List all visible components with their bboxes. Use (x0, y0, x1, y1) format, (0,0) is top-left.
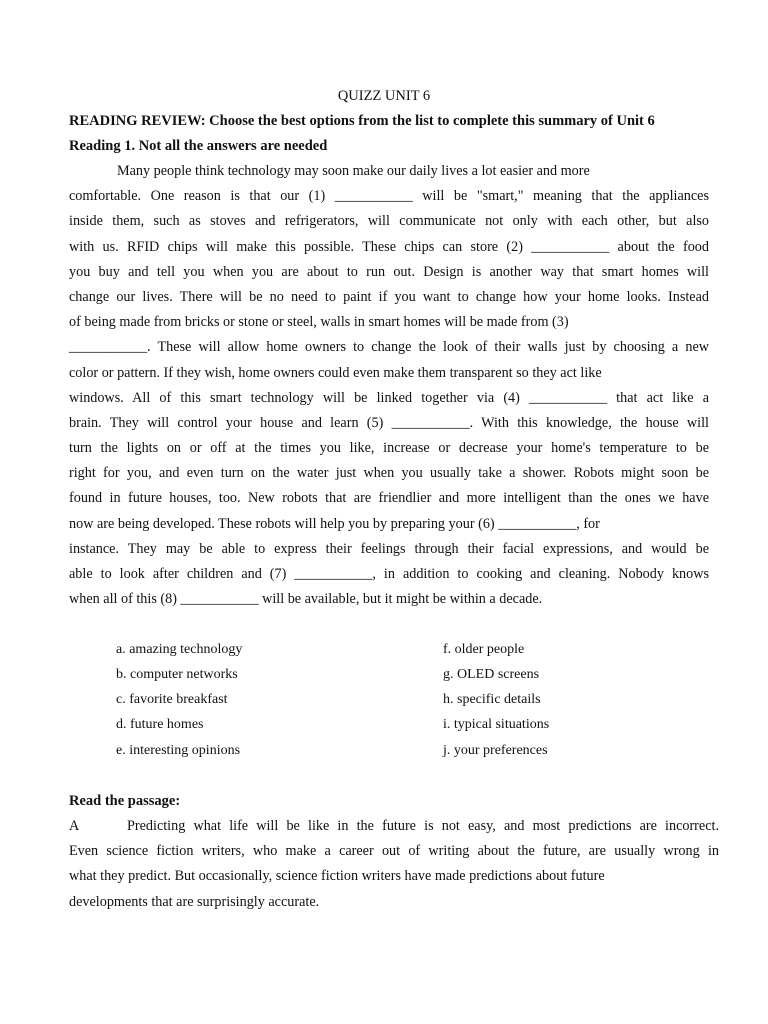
passage-line: with us. RFID chips will make this possible. These chips can store (2) ___________ about the food (69, 238, 709, 255)
reading1-heading: Reading 1. Not all the answers are needed (69, 138, 328, 154)
passage-line: now are being developed. These robots will help you by preparing your (6) ___________, for (69, 515, 600, 532)
passage-line: color or pattern. If they wish, home owners could even make them transparent so they act like (69, 364, 602, 381)
paragraph-letter: A (69, 818, 80, 834)
page-title: QUIZZ UNIT 6 (337, 88, 431, 104)
passage-line: of being made from bricks or stone or steel, walls in smart homes will be made from (3) (69, 314, 569, 331)
option-i: i. typical situations (443, 717, 550, 732)
read-passage-heading: Read the passage: (69, 793, 181, 809)
option-h: h. specific details (443, 692, 541, 707)
passage2-line: A Predicting what life will be like in the future is not easy, and most predictions are incorrect. (69, 818, 719, 834)
passage-line: inside them, such as stoves and refrigerators, will communicate not only with each other, but also (69, 213, 709, 230)
option-g: g. OLED screens (443, 667, 540, 682)
passage-line: comfortable. One reason is that our (1) ___________ will be "smart," meaning that the appliances (69, 188, 709, 205)
reading-review-instructions: READING REVIEW: Choose the best options from the list to complete this summary of Unit 6 (69, 113, 655, 129)
passage-line: change our lives. There will be no need to paint if you want to change how your home looks. Instead (69, 288, 709, 305)
passage-line: brain. They will control your house and learn (5) ___________. With this knowledge, the house will (69, 414, 709, 431)
passage-line: able to look after children and (7) ___________, in addition to cooking and cleaning. Nobody knows (69, 566, 709, 582)
passage-line: ___________. These will allow home owners to change the look of their walls just by choosing a new (69, 339, 709, 356)
passage2-line: developments that are surprisingly accurate. (69, 893, 320, 910)
option-e: e. interesting opinions (116, 743, 241, 758)
passage-line: when all of this (8) ___________ will be available, but it might be within a decade. (69, 591, 543, 608)
passage-line: right for you, and even turn on the water just when you usually take a shower. Robots might soon be (69, 465, 709, 482)
summary-passage (69, 161, 709, 614)
option-c: c. favorite breakfast (116, 692, 228, 707)
passage-line: windows. All of this smart technology will be linked together via (4) ___________ that act like a (69, 389, 709, 406)
passage-line: found in future houses, too. New robots that are friendlier and more intelligent than the ones we have (69, 490, 709, 507)
option-b: b. computer networks (116, 667, 238, 682)
option-d: d. future homes (116, 717, 204, 732)
option-f: f. older people (443, 642, 525, 657)
option-a: a. amazing technology (116, 642, 243, 657)
passage-line: you buy and tell you when you are about to run out. Design is another way that smart homes will (69, 263, 709, 280)
passage-line: instance. They may be able to express their feelings through their facial expressions, and would be (69, 540, 709, 557)
passage2-line: what they predict. But occasionally, science fiction writers have made predictions about future (69, 868, 605, 885)
option-j: j. your preferences (443, 743, 548, 758)
passage-line: Many people think technology may soon make our daily lives a lot easier and more (117, 163, 590, 179)
passage2-line: Even science fiction writers, who make a career out of writing about the future, are usually wrong in (69, 843, 719, 860)
passage-line: turn the lights on or off at the times you like, increase or decrease your home's temperature to be (69, 440, 709, 457)
reading-passage (69, 816, 719, 917)
